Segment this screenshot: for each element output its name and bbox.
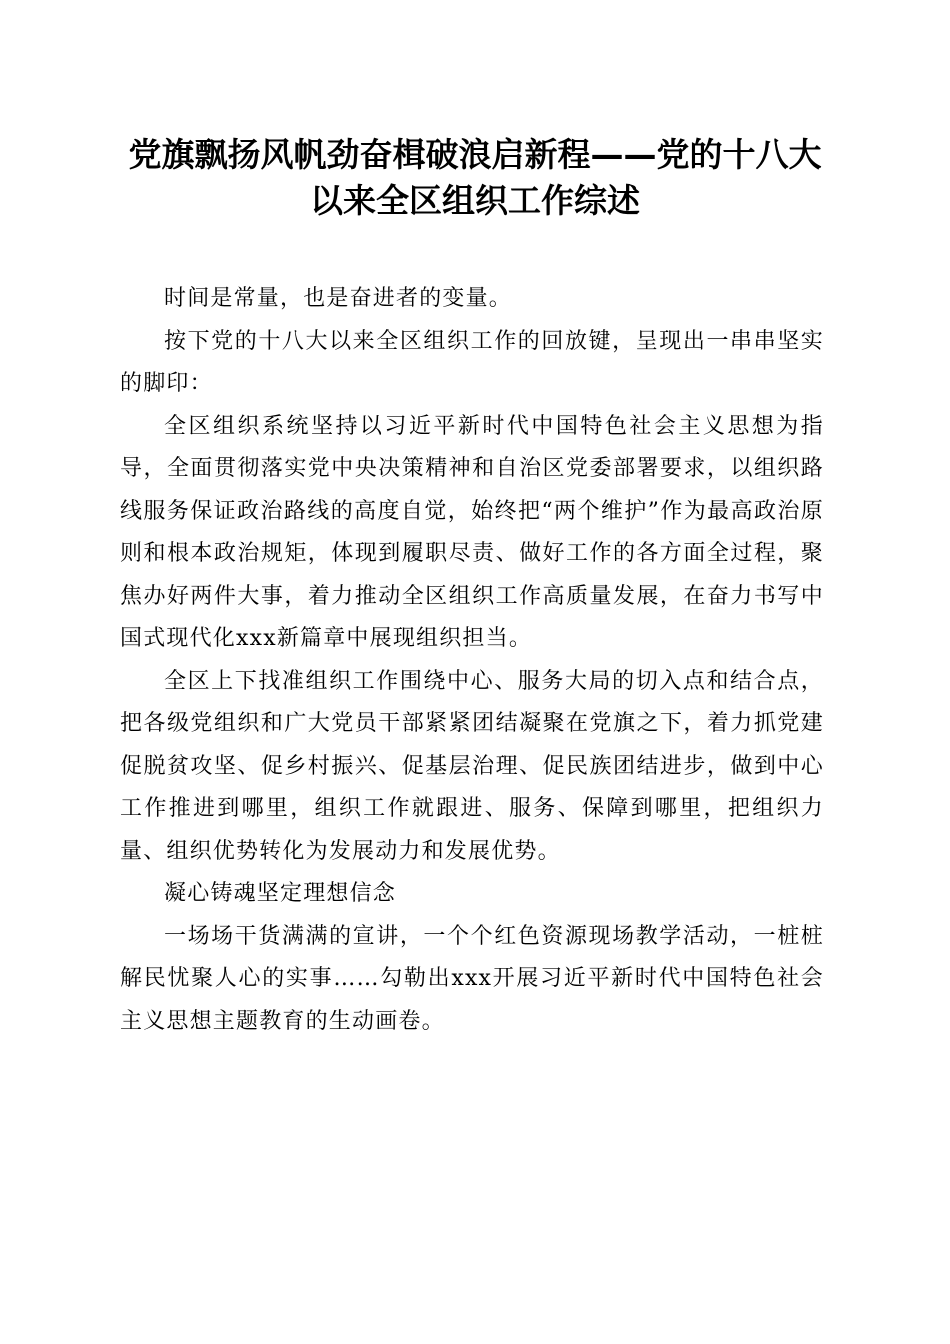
document-body: [120, 278, 824, 1043]
document-title: 党旗飘扬风帆劲奋楫破浪启新程——党的十八大以来全区组织工作综述: [128, 135, 822, 220]
paragraph-intro: 时间是常量，也是奋进者的变量。: [164, 286, 513, 311]
paragraph-education: 一场场干货满满的宣讲，一个个红色资源现场教学活动，一桩桩解民忧聚人心的实事……勾勒出xxx开展习近平新时代中国特色社会主义思想主题教育的生动画卷。: [120, 923, 824, 1034]
section-heading: 凝心铸魂坚定理想信念: [164, 881, 397, 906]
paragraph-guidance: 全区组织系统坚持以习近平新时代中国特色社会主义思想为指导，全面贯彻落实党中央决策精神和自治区党委部署要求，以组织路线服务保证政治路线的高度自觉，始终把“两个维护”作为最高政治原则和根本政治规矩，体现到履职尽责、做好工作的各方面全过程，聚焦办好两件大事，着力推动全区组织工作高质量发展，在奋力书写中国式现代化xxx新篇章中展现组织担当。: [120, 413, 824, 651]
paragraph-review: 按下党的十八大以来全区组织工作的回放键，呈现出一串串坚实的脚印：: [120, 328, 824, 396]
paragraph-overall-work: 全区上下找准组织工作围绕中心、服务大局的切入点和结合点，把各级党组织和广大党员干部紧紧团结凝聚在党旗之下，着力抓党建促脱贫攻坚、促乡村振兴、促基层治理、促民族团结进步，做到中心工作推进到哪里，组织工作就跟进、服务、保障到哪里，把组织力量、组织优势转化为发展动力和发展优势。: [120, 668, 824, 864]
